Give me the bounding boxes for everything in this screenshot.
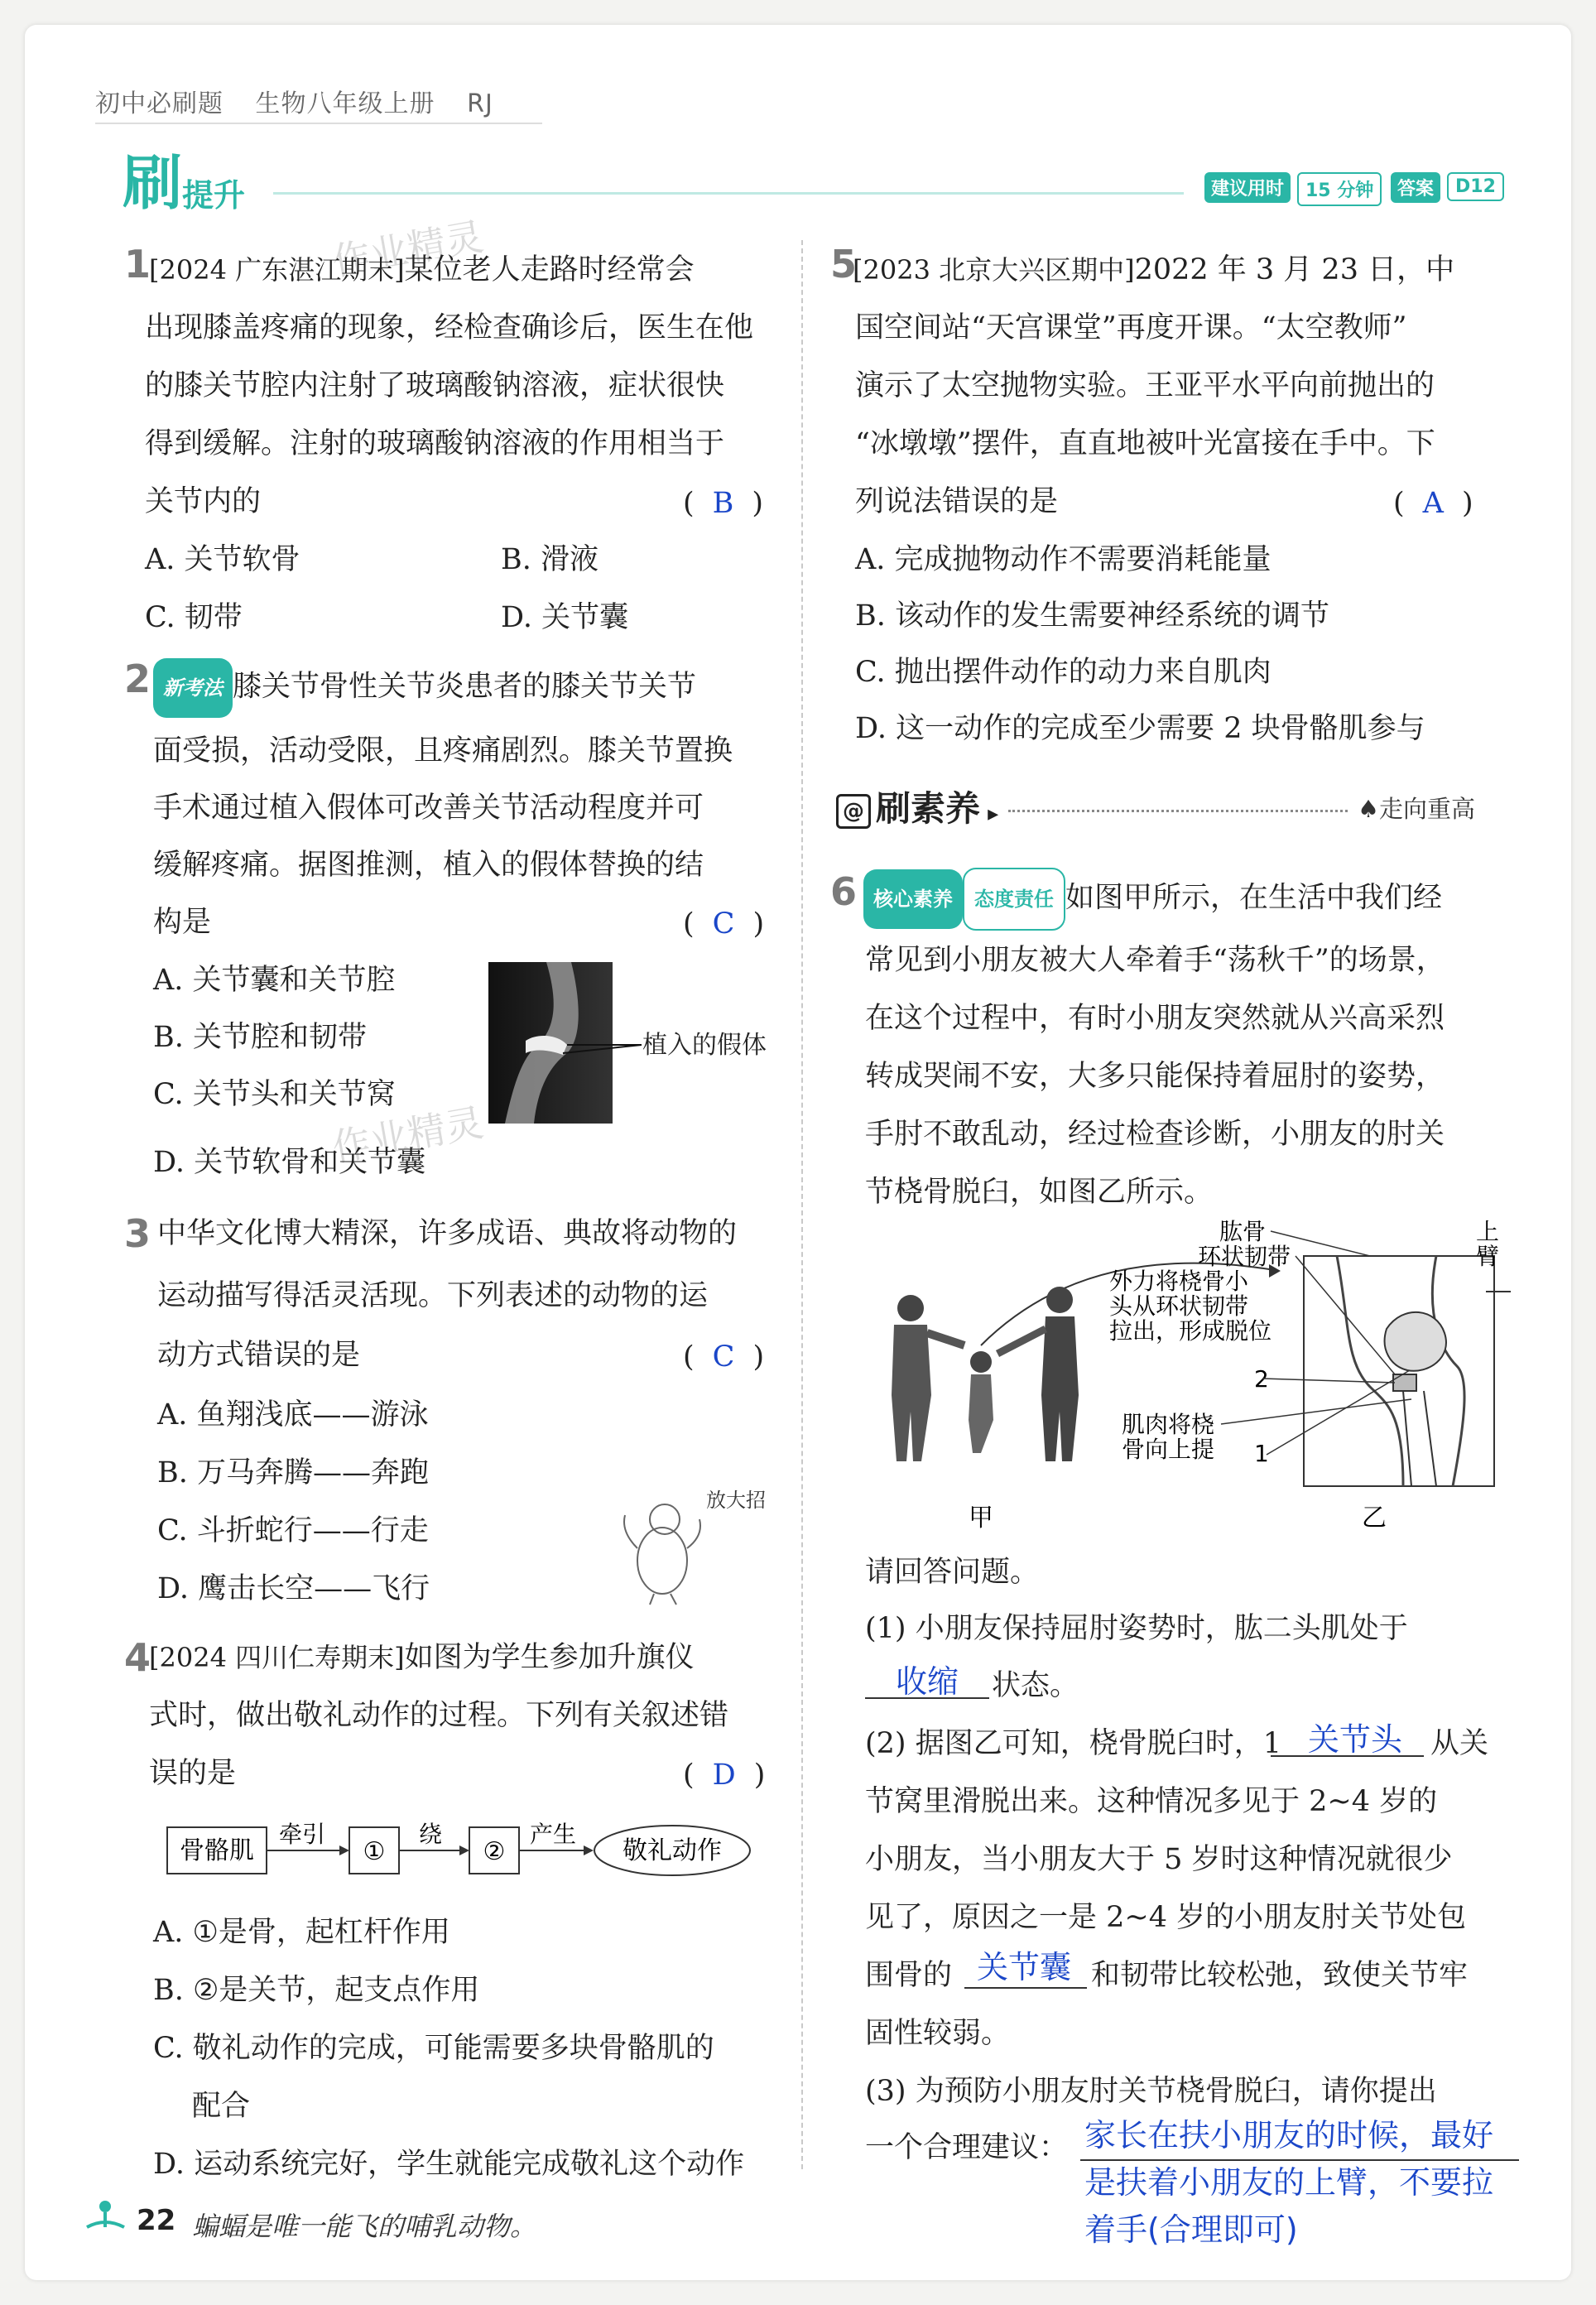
question-text: 新考法 膝关节骨性关节炎患者的膝关节关节 [153,658,696,718]
question-text: 转成哭闹不安，大多只能保持着屈肘的姿势， [865,1060,1445,1093]
option: C. 抛出摆件动作的动力来自肌肉 [855,656,1272,689]
subject-title: 生物八年级上册 [255,89,435,118]
cap-icon: ♠ [1358,795,1379,823]
option: D. 鹰击长空——飞行 [157,1572,430,1605]
option: B. 关节腔和韧带 [153,1021,367,1054]
flow-node-1: ① [363,1837,386,1866]
option: C. 敬礼动作的完成，可能需要多块骨骼肌的 [153,2032,714,2065]
option: A. 关节囊和关节腔 [153,964,396,997]
handwritten-answer: 关节头 [1308,1721,1403,1758]
subquestion-1: (1) 小朋友保持屈肘姿势时，肱二头肌处于 [865,1612,1408,1645]
question-text: 关节内的 [145,485,262,518]
question-number: 4 [124,1635,151,1680]
question-number: 2 [124,657,151,701]
question-text: 核心素养 态度责任 如图甲所示，在生活中我们经 [863,868,1442,931]
question-number: 6 [830,869,858,914]
section-title: @ 刷素养 ▸ [836,782,998,831]
question-text: 手肘不敢乱动，经过检查诊断，小朋友的肘关 [865,1118,1445,1151]
subquestion-text: 固性较弱。 [865,2017,1011,2050]
option: B. 滑液 [501,543,598,576]
handwritten-answer: 着手(合理即可) [1084,2211,1298,2248]
brand-rule [273,192,1184,195]
question-text: 手术通过植入假体可改善关节活动程度并可 [153,792,704,825]
label-muscle-line2: 骨向上提 [1122,1436,1215,1463]
question-text: [2024 四川仁寿期末]如图为学生参加升旗仪 [149,1641,695,1674]
answer-bracket: ( C ) [683,907,765,941]
question-number: 1 [124,242,151,286]
label-humerus: 肱骨 [1219,1218,1267,1245]
header-rule [95,123,542,124]
annular-ligament [1393,1374,1416,1391]
handwritten-answer: 收缩 [896,1663,959,1700]
subquestion-text: 状态。 [992,1669,1079,1702]
subquestion-2: (2) 据图乙可知，桡骨脱臼时，1 [865,1727,1281,1760]
core-literacy-tag: 核心素养 [863,869,963,929]
label-number-1: 1 [1254,1440,1269,1467]
label-force-line3: 拉出，形成脱位 [1109,1317,1272,1345]
question-text: [2023 北京大兴区期中]2022 年 3 月 23 日，中 [853,253,1455,286]
subquestion-text: 和韧带比较松弛，致使关节牢 [1091,1959,1469,1992]
option: C. 韧带 [145,601,243,634]
question-number: 3 [124,1211,151,1256]
question-text: 在这个过程中，有时小朋友突然就从兴高采烈 [865,1002,1445,1035]
attitude-tag: 态度责任 [963,868,1065,931]
knee-xray-figure [488,962,786,1124]
series-title: 初中必刷题 [95,89,224,118]
time-value-badge: 15 分钟 [1297,172,1382,206]
option: C. 关节头和关节窝 [153,1078,396,1111]
subquestion-text: 节窝里滑脱出来。这种情况多见于 2~4 岁的 [865,1785,1438,1818]
option: D. 关节囊 [501,601,629,634]
brand-subtitle: 提升 [182,177,246,214]
flow-end: 敬礼动作 [623,1836,722,1865]
brand-mark: 刷 [123,148,183,218]
new-method-tag: 新考法 [153,658,233,718]
joint-head [1385,1312,1446,1371]
question-text: [2024 广东湛江期末]某位老人走路时经常会 [149,253,695,286]
option: D. 运动系统完好，学生就能完成敬礼这个动作 [153,2148,745,2181]
option: D. 这一动作的完成至少需要 2 块骨骼肌参与 [855,712,1425,745]
answer-label-badge: 答案 [1391,172,1440,203]
question-text: 误的是 [149,1757,237,1790]
footer-tip: 蝙蝠是唯一能飞的哺乳动物。 [192,2211,537,2242]
question-text: 出现膝盖疼痛的现象，经检查确诊后，医生在他 [145,311,754,344]
subquestion-text: 小朋友，当小朋友大于 5 岁时这种情况就很少 [865,1843,1453,1876]
column-divider [801,240,803,2169]
flow-arrow-label: 绕 [418,1821,443,1848]
implant-label: 植入的假体 [642,1031,767,1060]
elbow-figure [873,1218,1519,1536]
label-number-2: 2 [1254,1365,1269,1393]
answer-page-badge: D12 [1447,172,1504,201]
figure-jia-label: 甲 [969,1504,993,1533]
flow-node-2: ② [483,1837,506,1866]
figure-yi-label: 乙 [1362,1504,1387,1533]
question-text: 中华文化博大精深，许多成语、典故将动物的 [157,1217,738,1250]
answer-bracket: ( B ) [683,487,764,520]
subquestion-text: 见了，原因之一是 2~4 岁的小朋友肘关节处包 [865,1901,1467,1934]
flow-arrow-label: 产生 [529,1821,577,1848]
page-number: 22 [137,2204,176,2237]
answer-bracket: ( D ) [683,1759,766,1792]
answer-choice: A [1422,487,1444,520]
edition-label: RJ [467,89,493,118]
question-text: 式时，做出敬礼动作的过程。下列有关叙述错 [149,1699,729,1732]
label-force-line1: 外力将桡骨小 [1109,1268,1249,1295]
question-text: 的膝关节腔内注射了玻璃酸钠溶液，症状很快 [145,369,725,402]
answer-choice: B [712,487,734,520]
answer-choice: D [712,1759,736,1792]
answer-bracket: ( A ) [1393,487,1473,520]
question-text: 演示了太空抛物实验。王亚平水平向前抛出的 [855,369,1435,402]
section-right-label: ♠走向重高 [1358,795,1476,823]
option: A. 鱼翔浅底——游泳 [157,1398,429,1432]
question-text: “冰墩墩”摆件，直直地被叶光富接在手中。下 [855,427,1435,460]
flow-arrow-label: 牵引 [278,1821,326,1848]
question-text: 常见到小朋友被大人牵着手“荡秋千”的场景， [865,944,1445,977]
question-text: 面受损，活动受限，且疼痛剧烈。膝关节置换 [153,734,733,768]
option: A. ①是骨，起杠杆作用 [153,1916,450,1949]
option: D. 关节软骨和关节囊 [153,1146,426,1179]
question-text: 列说法错误的是 [855,485,1059,518]
answer-choice: C [712,907,735,941]
option: B. 该动作的发生需要神经系统的调节 [855,599,1329,633]
elbow-frame [1304,1256,1494,1486]
label-annular-ligament: 环状韧带 [1198,1243,1291,1270]
mascot-illustration [617,1482,766,1606]
option: B. ②是关节，起支点作用 [153,1974,480,2007]
option: A. 完成抛物动作不需要消耗能量 [855,543,1272,576]
book-logo-icon [83,2194,128,2240]
question-text: 构是 [153,906,212,939]
answer-blank [964,1987,1087,1989]
subquestion-3: (3) 为预防小朋友肘关节桡骨脱臼，请你提出 [865,2075,1437,2108]
handwritten-answer: 关节囊 [977,1949,1072,1985]
question-text: 缓解疼痛。据图推测，植入的假体替换的结 [153,849,704,882]
label-muscle-line1: 肌肉将桡 [1122,1411,1215,1438]
question-prompt: 请回答问题。 [865,1556,1040,1589]
watermark: 作业精灵 [329,1100,487,1171]
adult-figure-right [997,1287,1079,1461]
subquestion-text: 围骨的 [865,1959,953,1992]
adult-figure-left [892,1295,964,1461]
question-number: 5 [830,242,858,286]
label-upper: 上 [1476,1218,1500,1245]
label-force-line2: 头从环状韧带 [1109,1292,1249,1320]
label-arm: 臂 [1476,1243,1500,1270]
handwritten-answer: 是扶着小朋友的上臂，不要拉 [1084,2164,1494,2201]
child-figure [969,1351,993,1453]
section-dotted-rule [1008,810,1348,812]
answer-choice: C [712,1340,735,1374]
answer-bracket: ( C ) [683,1340,765,1374]
question-text: 运动描写得活灵活现。下列表述的动物的运 [157,1279,709,1312]
watermark: 作业精灵 [329,214,487,285]
handwritten-answer: 家长在扶小朋友的时候，最好 [1084,2117,1494,2153]
section-icon: @ [836,794,871,829]
question-text: 动方式错误的是 [157,1339,361,1372]
question-text: 国空间站“天宫课堂”再度开课。“太空教师” [855,311,1407,344]
question-text: 节桡骨脱臼，如图乙所示。 [865,1176,1214,1209]
option: 配合 [192,2090,251,2123]
subquestion-text: 从关 [1430,1727,1489,1760]
option: A. 关节软骨 [145,543,300,576]
subquestion-text: 一个合理建议： [865,2131,1069,2164]
running-header [95,83,517,119]
flow-start: 骨骼肌 [180,1836,254,1865]
question-source: [2023 北京大兴区期中] [853,254,1135,286]
question-text: 得到缓解。注射的玻璃酸钠溶液的作用相当于 [145,427,725,460]
mascot-text: 放大招 [706,1489,766,1512]
question-source: [2024 广东湛江期末] [149,254,405,286]
question-source: [2024 四川仁寿期末] [149,1642,405,1673]
option: C. 斗折蛇行——行走 [157,1514,429,1547]
flow-diagram [166,1817,762,1892]
option: B. 万马奔腾——奔跑 [157,1456,429,1489]
time-label-badge: 建议用时 [1204,172,1291,203]
